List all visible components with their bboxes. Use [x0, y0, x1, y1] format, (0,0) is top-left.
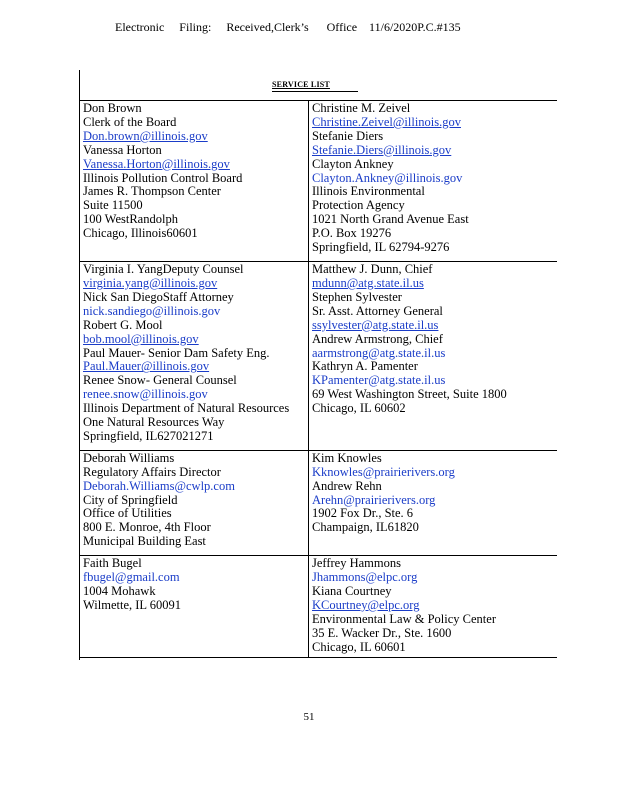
contact-line: Faith Bugel [83, 556, 142, 571]
email-link[interactable]: bob.mool@illinois.gov [83, 331, 199, 346]
right-contact-cell [309, 262, 558, 451]
right-contact-cell [309, 101, 558, 262]
left-contact-cell [80, 450, 309, 555]
title-row [80, 74, 550, 100]
contact-line: Springfield, IL 62794-9276 [312, 240, 450, 255]
contact-line: 1021 North Grand Avenue East [312, 212, 469, 227]
document-header: Electronic Filing: Received,Clerk’s Office 11/6/2020P.C.#135 [115, 20, 461, 34]
contact-line: Office of Utilities [83, 506, 172, 521]
contact-line: Nick San DiegoStaff Attorney [83, 289, 234, 304]
email-link[interactable]: Stefanie.Diers@illinois.gov [312, 142, 452, 157]
contact-line: Chicago, Illinois60601 [83, 226, 198, 241]
email-link[interactable]: Arehn@prairierivers.org [312, 492, 436, 507]
contact-line: Don Brown [83, 101, 142, 115]
email-link[interactable]: KPamenter@atg.state.il.us [312, 373, 446, 388]
contact-line: Clerk of the Board [83, 114, 177, 129]
contact-line: One Natural Resources Way [83, 415, 225, 430]
right-contact-cell [309, 450, 558, 555]
contact-line: James R. Thompson Center [83, 184, 221, 199]
contact-line: P.O. Box 19276 [312, 226, 392, 241]
right-contact-cell [309, 556, 558, 657]
contact-line: Regulatory Affairs Director [83, 464, 221, 479]
service-list-table [80, 100, 557, 658]
contact-line: Kiana Courtney [312, 584, 392, 598]
left-contact-cell [80, 556, 309, 657]
left-contact-cell [80, 101, 309, 262]
contact-line: Springfield, IL627021271 [83, 428, 214, 443]
contact-line: Christine M. Zeivel [312, 101, 411, 115]
email-link[interactable]: virginia.yang@illinois.gov [83, 275, 218, 290]
email-link[interactable]: renee.snow@illinois.gov [83, 387, 208, 402]
contact-line: Illinois Environmental [312, 184, 425, 199]
left-contact-cell [80, 262, 309, 451]
service-list-title: SERVICE LIST [272, 79, 358, 92]
contact-line: Wilmette, IL 60091 [83, 597, 181, 612]
contact-line: City of Springfield [83, 492, 178, 507]
email-link[interactable]: aarmstrong@atg.state.il.us [312, 345, 446, 360]
contact-line: Virginia I. YangDeputy Counsel [83, 262, 244, 277]
table-row [80, 450, 557, 555]
contact-line: Illinois Pollution Control Board [83, 170, 243, 185]
contact-line: 1004 Mohawk [83, 584, 156, 598]
email-link[interactable]: Christine.Zeivel@illinois.gov [312, 114, 461, 129]
contact-line: 100 WestRandolph [83, 212, 178, 227]
contact-line: Environmental Law & Policy Center [312, 611, 496, 626]
contact-line: Kathryn A. Pamenter [312, 359, 418, 374]
cell-spacer [83, 241, 305, 255]
email-link[interactable]: Clayton.Ankney@illinois.gov [312, 170, 463, 185]
contact-line: Andrew Armstrong, Chief [312, 331, 443, 346]
contact-line: Robert G. Mool [83, 317, 163, 332]
contact-line: Protection Agency [312, 198, 405, 213]
contact-line: Municipal Building East [83, 534, 206, 549]
table-row [80, 262, 557, 451]
email-link[interactable]: KCourtney@elpc.org [312, 597, 420, 612]
email-link[interactable]: Kknowles@prairierivers.org [312, 464, 455, 479]
email-link[interactable]: nick.sandiego@illinois.gov [83, 303, 221, 318]
email-link[interactable]: fbugel@gmail.com [83, 570, 180, 585]
contact-line: Suite 11500 [83, 198, 143, 213]
contact-line: Stefanie Diers [312, 128, 384, 143]
contact-line: Kim Knowles [312, 450, 382, 465]
contact-line: 1902 Fox Dr., Ste. 6 [312, 506, 414, 521]
contact-line: 800 E. Monroe, 4th Floor [83, 520, 211, 535]
contact-line: Matthew J. Dunn, Chief [312, 262, 433, 277]
contact-line: Jeffrey Hammons [312, 556, 401, 571]
email-link[interactable]: ssylvester@atg.state.il.us [312, 317, 439, 332]
contact-line: Clayton Ankney [312, 156, 394, 171]
contact-line: Vanessa Horton [83, 142, 162, 157]
email-link[interactable]: Don.brown@illinois.gov [83, 128, 208, 143]
contact-line: Deborah Williams [83, 450, 175, 465]
contact-line: 69 West Washington Street, Suite 1800 [312, 387, 507, 402]
contact-line: Andrew Rehn [312, 478, 382, 493]
page-number: 51 [303, 711, 315, 723]
contact-line: Sr. Asst. Attorney General [312, 303, 443, 318]
contact-line: Champaign, IL61820 [312, 520, 419, 535]
email-link[interactable]: Jhammons@elpc.org [312, 570, 418, 585]
email-link[interactable]: mdunn@atg.state.il.us [312, 275, 424, 290]
table-row [80, 101, 557, 262]
contact-line: Renee Snow- General Counsel [83, 373, 237, 388]
contact-line: Paul Mauer- Senior Dam Safety Eng. [83, 345, 270, 360]
table-row [80, 556, 557, 657]
contact-line: Stephen Sylvester [312, 289, 402, 304]
email-link[interactable]: Paul.Mauer@illinois.gov [83, 359, 210, 374]
contact-line: Illinois Department of Natural Resources [83, 401, 290, 416]
email-link[interactable]: Vanessa.Horton@illinois.gov [83, 156, 230, 171]
contact-line: 35 E. Wacker Dr., Ste. 1600 [312, 625, 452, 640]
contact-line: Chicago, IL 60601 [312, 639, 406, 654]
contact-line: Chicago, IL 60602 [312, 401, 406, 416]
email-link[interactable]: Deborah.Williams@cwlp.com [83, 478, 235, 493]
